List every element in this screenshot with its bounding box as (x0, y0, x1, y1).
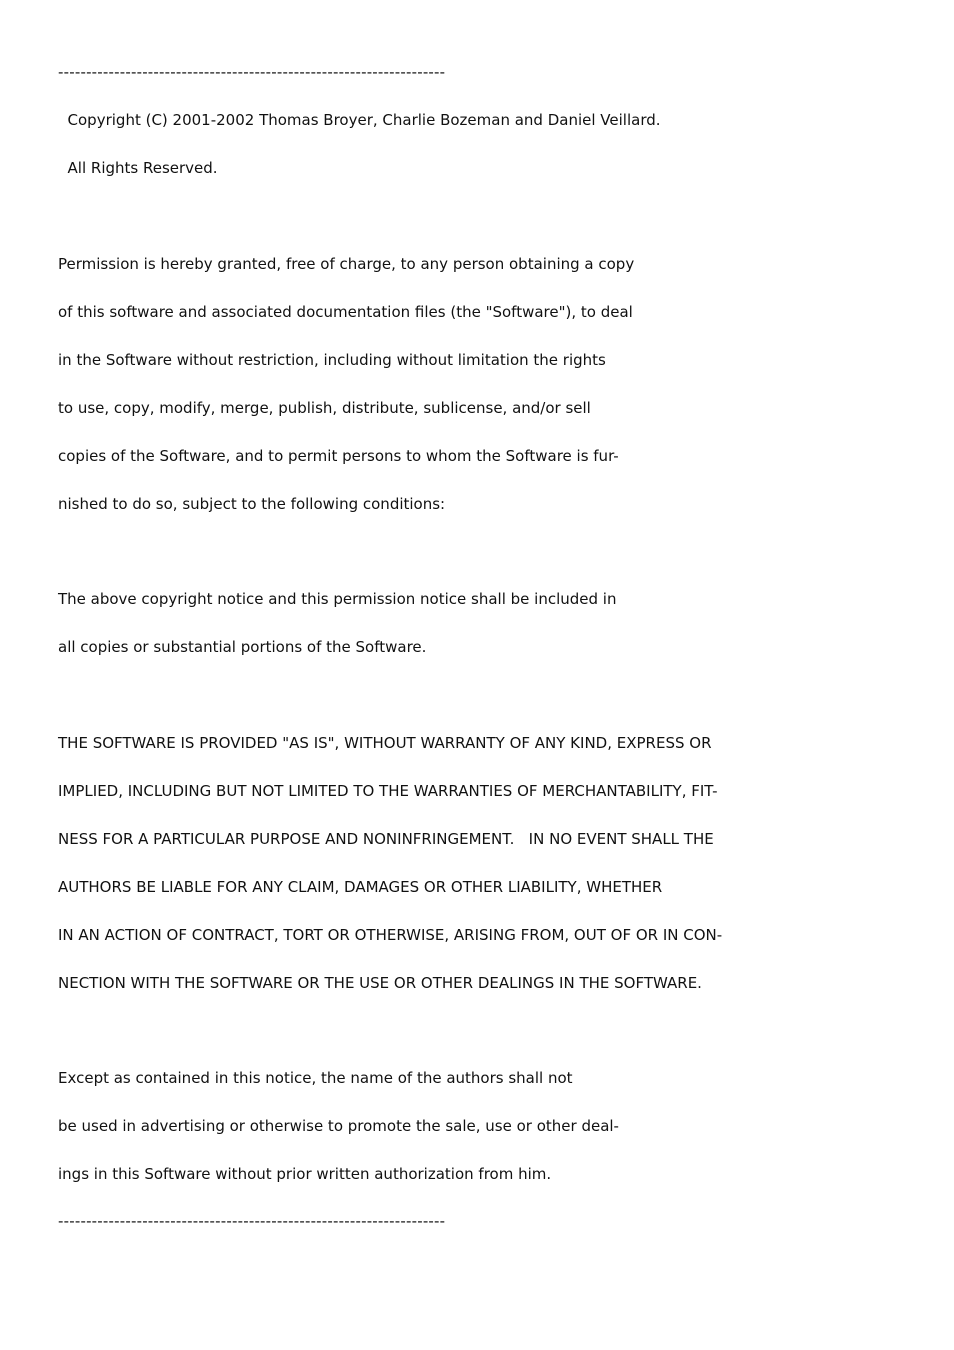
except-line: Except as contained in this notice, the name of the authors shall not (58, 1069, 573, 1087)
permission-line: of this software and associated documentation files (the "Software"), to deal (58, 303, 633, 321)
bottom-divider: --------------------------------------------------------------------- (58, 1212, 446, 1230)
permission-line: copies of the Software, and to permit persons to whom the Software is fur- (58, 447, 619, 465)
warranty-line: IN AN ACTION OF CONTRACT, TORT OR OTHERWISE, ARISING FROM, OUT OF OR IN CON- (58, 926, 723, 944)
notice-line: all copies or substantial portions of the Software. (58, 638, 427, 656)
copyright-line: Copyright (C) 2001-2002 Thomas Broyer, Charlie Bozeman and Daniel Veillard. (58, 111, 661, 129)
except-line: ings in this Software without prior written authorization from him. (58, 1165, 552, 1183)
warranty-line: NECTION WITH THE SOFTWARE OR THE USE OR OTHER DEALINGS IN THE SOFTWARE. (58, 974, 702, 992)
notice-line: The above copyright notice and this permission notice shall be included in (58, 590, 617, 608)
permission-line: nished to do so, subject to the following conditions: (58, 495, 446, 513)
permission-line: Permission is hereby granted, free of charge, to any person obtaining a copy (58, 255, 635, 273)
permission-line: to use, copy, modify, merge, publish, distribute, sublicense, and/or sell (58, 399, 591, 417)
rights-reserved-line: All Rights Reserved. (58, 159, 218, 177)
warranty-line: THE SOFTWARE IS PROVIDED "AS IS", WITHOUT WARRANTY OF ANY KIND, EXPRESS OR (58, 734, 712, 752)
warranty-line: NESS FOR A PARTICULAR PURPOSE AND NONINFRINGEMENT. IN NO EVENT SHALL THE (58, 830, 714, 848)
permission-line: in the Software without restriction, including without limitation the rights (58, 351, 606, 369)
top-divider: --------------------------------------------------------------------- (58, 63, 446, 81)
warranty-line: AUTHORS BE LIABLE FOR ANY CLAIM, DAMAGES OR OTHER LIABILITY, WHETHER (58, 878, 663, 896)
except-line: be used in advertising or otherwise to promote the sale, use or other deal- (58, 1117, 619, 1135)
warranty-line: IMPLIED, INCLUDING BUT NOT LIMITED TO THE WARRANTIES OF MERCHANTABILITY, FIT- (58, 782, 718, 800)
